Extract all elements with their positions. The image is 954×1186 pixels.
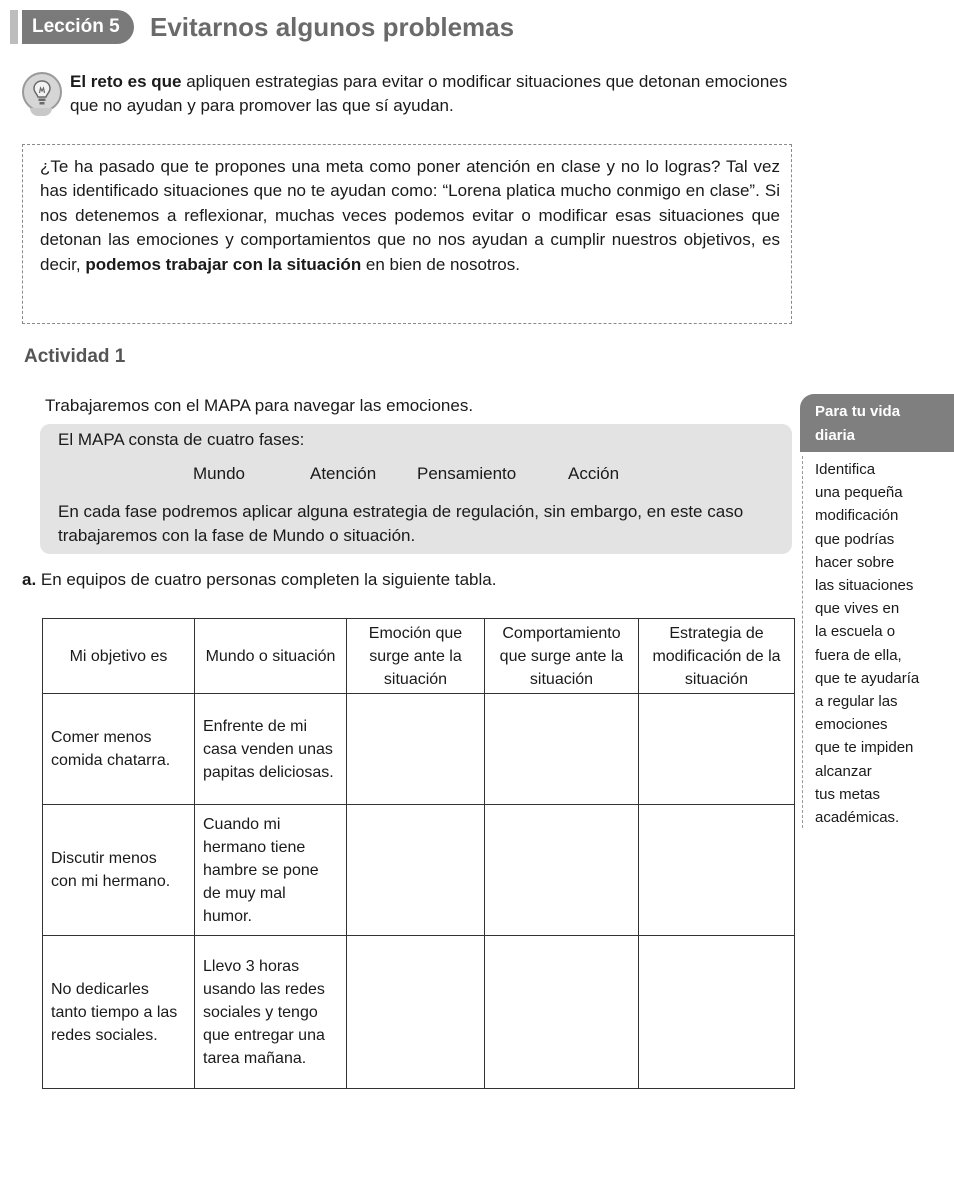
- cell-objetivo: No dedicarles tanto tiempo a las redes sociales.: [43, 936, 195, 1089]
- strategy-table: [42, 618, 795, 1089]
- activity-title: Actividad 1: [24, 346, 126, 367]
- phase-accion: Acción: [568, 464, 620, 483]
- sidebar-title-line1: Para tu vida: [815, 403, 901, 420]
- intro-body: ¿Te ha pasado que te propones una meta como poner atención en clase y no lo logras? Tal vez has identificado situaciones que no te ayudan como: “Lorena platica mucho conmigo en clase”. Si nos detenemos a reflexionar, muchas veces podemos evitar o modificar esas situaciones que detonan las emociones y comportamientos que no nos ayudan a cumplir nuestros objetivos, es decir,: [40, 157, 780, 274]
- cell-comportamiento-input[interactable]: [485, 936, 639, 1089]
- activity-work-line: Trabajaremos con el MAPA para navegar las emociones.: [45, 396, 474, 415]
- cell-emocion-input[interactable]: [347, 936, 485, 1089]
- cell-objetivo: Comer menos comida chatarra.: [43, 694, 195, 805]
- cell-situacion: Cuando mi hermano tiene hambre se pone de muy mal humor.: [195, 805, 347, 936]
- intro-tail: en bien de nosotros.: [361, 254, 520, 274]
- cell-situacion: Llevo 3 horas usando las redes sociales y tengo que entregar una tarea mañana.: [195, 936, 347, 1089]
- header-comportamiento: Comportamiento que surge ante la situación: [485, 619, 639, 694]
- cell-emocion-input[interactable]: [347, 805, 485, 936]
- lesson-label: Lección 5: [22, 10, 134, 44]
- sidebar-text: Identifica una pequeña modificación que podrías hacer sobre las situaciones que vives en la escuela o fuera de ella, que te ayudaría a regular las emociones que te impiden alcanzar tus metas académicas.: [815, 461, 920, 827]
- header-situacion: Mundo o situación: [195, 619, 347, 694]
- cell-emocion-input[interactable]: [347, 694, 485, 805]
- cell-situacion: Enfrente de mi casa venden unas papitas deliciosas.: [195, 694, 347, 805]
- header-estrategia: Estrategia de modificación de la situación: [639, 619, 795, 694]
- cell-objetivo: Discutir menos con mi hermano.: [43, 805, 195, 936]
- mapa-panel-intro: El MAPA consta de cuatro fases:: [58, 430, 305, 449]
- sidebar-title-line2: diaria: [815, 427, 856, 444]
- phase-pensamiento: Pensamiento: [417, 464, 517, 483]
- lightbulb-base: [30, 108, 52, 116]
- header-accent-bar: [10, 10, 18, 44]
- cell-comportamiento-input[interactable]: [485, 694, 639, 805]
- mapa-panel-text: En cada fase podremos aplicar alguna estrategia de regulación, sin embargo, en este caso trabajaremos con la fase de Mundo o situación.: [58, 502, 744, 545]
- lightbulb-icon: [22, 72, 62, 112]
- instruction: [22, 570, 496, 590]
- sidebar-divider: [802, 456, 803, 828]
- table-header-row: [43, 619, 795, 694]
- intro-bold: podemos trabajar con la situación: [85, 254, 362, 274]
- cell-estrategia-input[interactable]: [639, 936, 795, 1089]
- challenge-body: apliquen estrategias para evitar o modificar situaciones que detonan emociones que no ayudan y para promover las que sí ayudan.: [70, 72, 788, 115]
- sidebar-title: [815, 400, 900, 448]
- phase-mundo: Mundo: [193, 464, 245, 483]
- cell-comportamiento-input[interactable]: [485, 805, 639, 936]
- phase-atencion: Atención: [310, 464, 377, 483]
- table-row: [43, 805, 795, 936]
- cell-estrategia-input[interactable]: [639, 694, 795, 805]
- challenge-text: [70, 70, 810, 118]
- lesson-title: Evitarnos algunos problemas: [150, 12, 515, 42]
- cell-estrategia-input[interactable]: [639, 805, 795, 936]
- instruction-letter: a.: [22, 570, 37, 589]
- header-emocion: Emoción que surge ante la situación: [347, 619, 485, 694]
- table-row: [43, 694, 795, 805]
- intro-text: [40, 155, 780, 277]
- challenge-bold: El reto es que: [70, 72, 182, 91]
- instruction-text: En equipos de cuatro personas completen la siguiente tabla.: [36, 570, 497, 589]
- table-row: [43, 936, 795, 1089]
- header-objetivo: Mi objetivo es: [43, 619, 195, 694]
